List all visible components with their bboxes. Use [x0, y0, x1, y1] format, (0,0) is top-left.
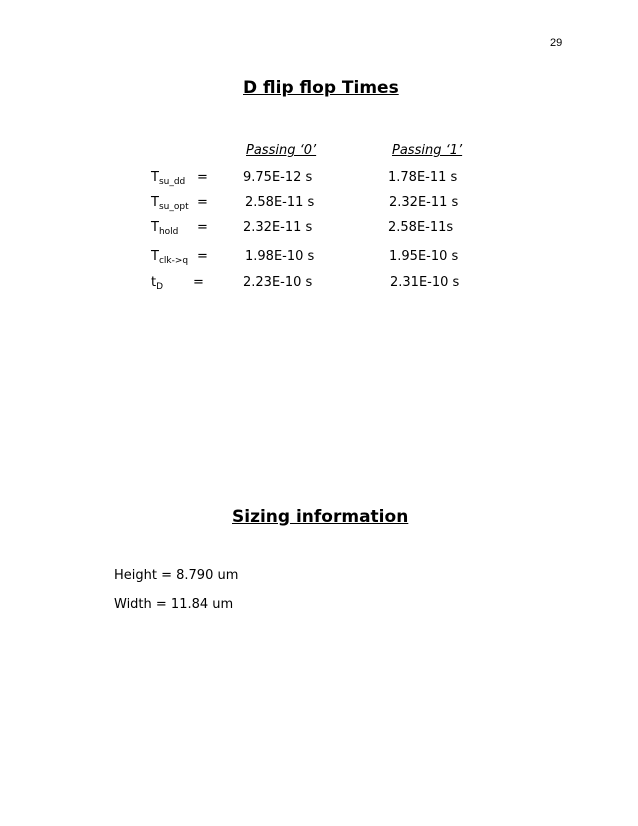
row-equals: =: [197, 170, 208, 185]
row-equals: =: [197, 249, 208, 264]
timing-row-tsu-dd: [0, 170, 638, 190]
row-value-passing-0: 2.23E-10 s: [243, 275, 313, 290]
row-symbol: $T_{su\_opt}$: [151, 195, 189, 212]
row-equals: =: [197, 195, 208, 210]
row-value-passing-1: 2.31E-10 s: [390, 275, 460, 290]
row-value-passing-0: 2.32E-11 s: [243, 220, 313, 235]
row-value-passing-0: 9.75E-12 s: [243, 170, 313, 185]
row-symbol: $T_{su\_dd}$: [151, 170, 186, 187]
row-symbol: $T_{hold}$: [151, 220, 179, 237]
row-value-passing-1: 2.58E-11s: [388, 220, 454, 235]
row-equals: =: [197, 220, 208, 235]
timing-row-tclk-q: [0, 249, 638, 269]
height-value: Height = 8.790 um: [114, 568, 239, 583]
width-value: Width = 11.84 um: [114, 597, 234, 612]
row-value-passing-0: 1.98E-10 s: [245, 249, 315, 264]
row-equals: =: [193, 275, 204, 290]
timing-title: D flip flop Times: [243, 78, 399, 98]
row-value-passing-0: 2.58E-11 s: [245, 195, 315, 210]
row-symbol: $T_{clk->q}$: [151, 249, 189, 266]
timing-row-thold: [0, 220, 638, 240]
row-symbol: $t_D$: [151, 275, 164, 292]
timing-row-tsu-opt: [0, 195, 638, 215]
column-header-passing-1: Passing ‘1’: [392, 143, 463, 158]
row-value-passing-1: 1.78E-11 s: [388, 170, 458, 185]
row-value-passing-1: 1.95E-10 s: [389, 249, 459, 264]
sizing-title: Sizing information: [232, 507, 409, 527]
page-number: 29: [550, 37, 563, 49]
column-header-passing-0: Passing ‘0’: [246, 143, 317, 158]
row-value-passing-1: 2.32E-11 s: [389, 195, 459, 210]
timing-row-td: [0, 275, 638, 295]
